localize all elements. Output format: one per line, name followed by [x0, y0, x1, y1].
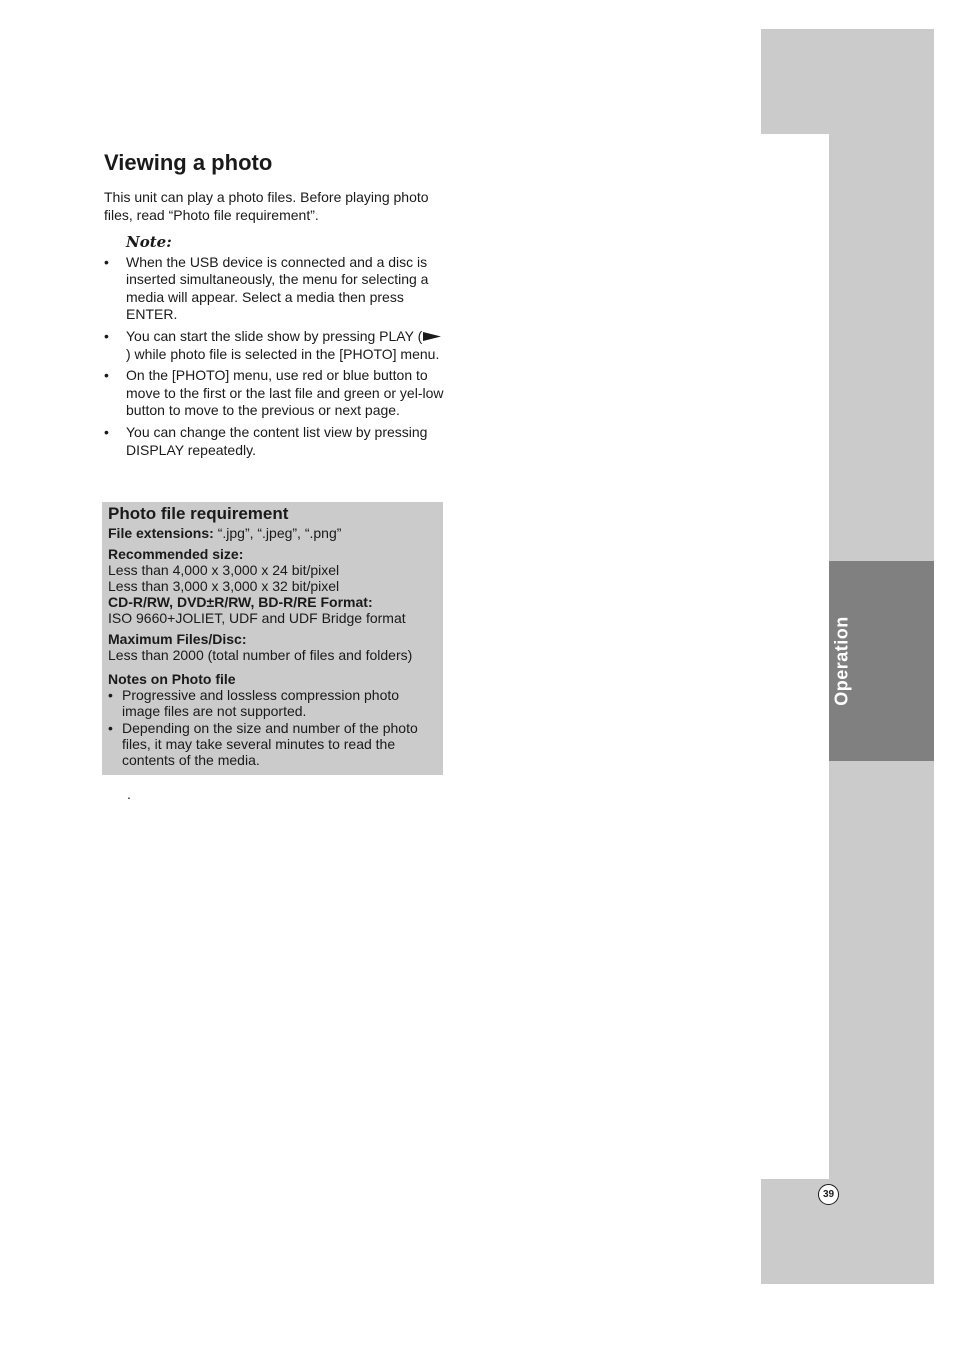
page-title: Viewing a photo [104, 150, 273, 175]
list-item [108, 720, 437, 768]
note-list [104, 254, 446, 459]
list-item [108, 687, 437, 719]
margin-band-top [761, 29, 934, 134]
format-label-text: CD-R/RW, DVD±R/RW, BD-R/RE Format: [108, 594, 373, 610]
bullet: • [104, 367, 109, 384]
list-item [104, 328, 446, 363]
page-number: 39 [818, 1184, 839, 1205]
play-icon [422, 331, 442, 342]
recommended-size-label: Recommended size: [108, 546, 244, 562]
recommended-size [108, 546, 437, 562]
note-text: On the [PHOTO] menu, use red or blue button to move to the first or the last file and green or yel-low button to move to the previous or next page. [126, 367, 444, 419]
list-item [104, 367, 446, 419]
file-extensions-label: File extensions: [108, 525, 214, 541]
format-label [108, 594, 437, 610]
note-text: You can change the content list view by pressing DISPLAY repeatedly. [126, 424, 428, 458]
max-files-value: Less than 2000 (total number of files and folders) [108, 647, 413, 663]
photo-notes-heading-text: Notes on Photo file [108, 671, 236, 687]
note-heading: Note: [126, 233, 172, 251]
note-text: When the USB device is connected and a disc is inserted simultaneously, the menu for selecting a media will appear. Select a media then press ENTER. [126, 254, 429, 323]
note-text-after: ) while photo file is selected in the [PHOTO] menu. [126, 345, 440, 362]
stray-mark: . [127, 786, 131, 802]
note-text-before: You can start the slide show by pressing PLAY ( [126, 328, 423, 345]
max-files-label [108, 631, 437, 647]
recommended-size-value: Less than 4,000 x 3,000 x 24 bit/pixel [108, 562, 340, 578]
bullet: • [104, 424, 109, 441]
file-extensions-value: “.jpg”, “.jpeg”, “.png” [217, 525, 342, 541]
bullet: • [108, 720, 113, 736]
photo-notes-heading [108, 671, 437, 687]
max-files-label-text: Maximum Files/Disc: [108, 631, 247, 647]
file-extensions [108, 525, 437, 541]
list-item [104, 254, 446, 324]
photo-note-text: Progressive and lossless compression photo image files are not supported. [122, 687, 400, 719]
photo-file-requirement-box [102, 502, 443, 775]
bullet: • [108, 687, 113, 703]
bullet: • [104, 254, 109, 270]
format-value: ISO 9660+JOLIET, UDF and UDF Bridge format [108, 610, 406, 626]
bullet: • [104, 328, 109, 345]
intro-paragraph: This unit can play a photo files. Before playing photo files, read “Photo file requirement”. [104, 189, 429, 223]
requirement-title: Photo file requirement [108, 504, 289, 523]
photo-notes-list [108, 687, 437, 768]
section-tab-label: Operation [831, 616, 852, 706]
photo-note-text: Depending on the size and number of the photo files, it may take several minutes to read the contents of the media. [122, 720, 418, 768]
margin-band-bottom [761, 1179, 934, 1284]
list-item [104, 424, 446, 459]
main-content [104, 150, 446, 463]
recommended-size-value: Less than 3,000 x 3,000 x 32 bit/pixel [108, 578, 340, 594]
